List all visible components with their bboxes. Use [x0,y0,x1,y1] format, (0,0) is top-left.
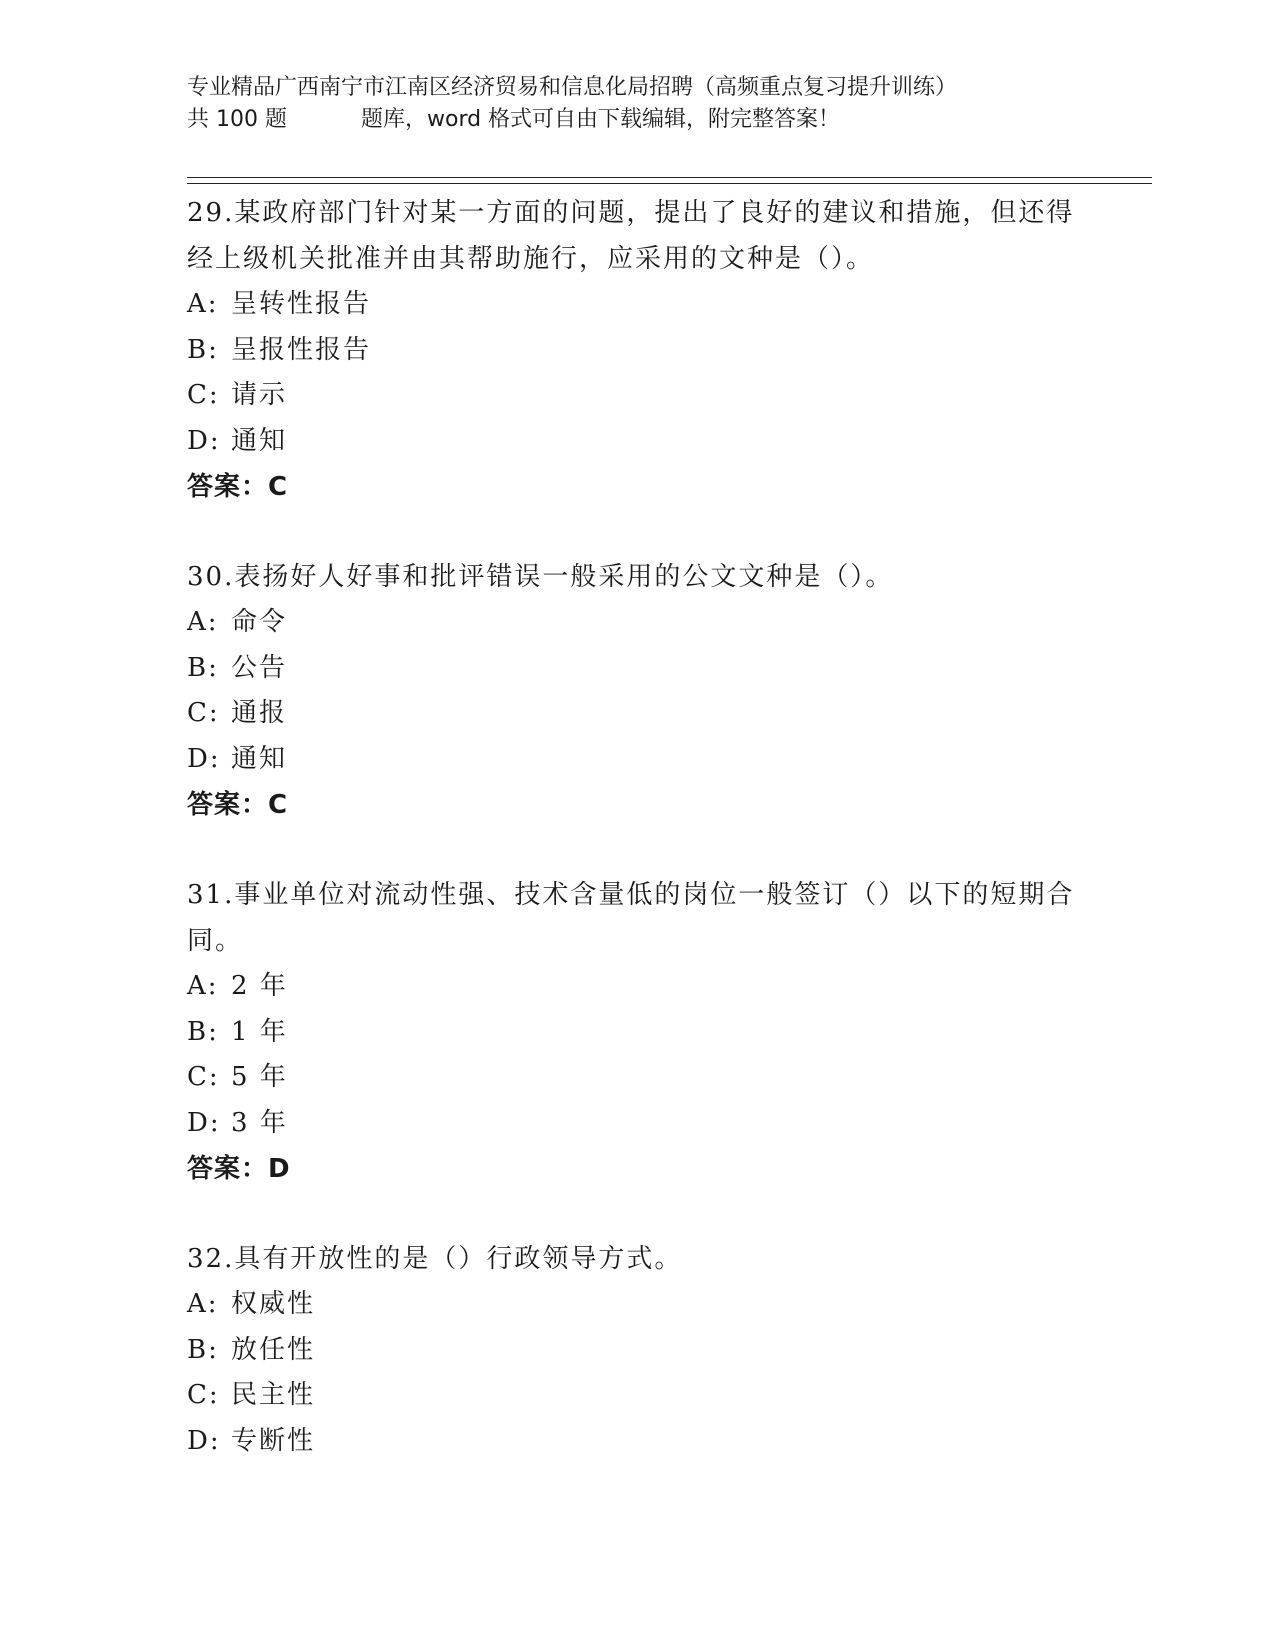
header-subtitle [187,104,1137,136]
option-d [187,1101,1087,1147]
option-text: 民主性 [231,1380,316,1410]
option-b [187,646,1087,692]
option-b [187,1328,1087,1374]
option-text: 权威性 [231,1289,316,1319]
option-key: A: [187,1289,219,1319]
option-text: 5 年 [231,1062,288,1092]
question-item [187,872,1087,1192]
option-key: C: [187,698,220,728]
option-b [187,1010,1087,1056]
option-b [187,328,1087,374]
answer-line: 答案：D [187,1154,291,1184]
option-key: D: [187,1107,221,1138]
header-count: 共 100 题 [187,107,287,132]
header-description: 题库，word 格式可自由下载编辑，附完整答案！ [360,107,841,132]
option-text: 命令 [231,607,288,637]
question-stem: 29.某政府部门针对某一方面的问题，提出了良好的建议和措施，但还得经上级机关批准并由其帮助施行，应采用的文种是（）。 [187,198,1075,274]
option-key: D: [187,1425,221,1456]
option-text: 呈报性报告 [231,334,372,365]
document-header [187,72,1137,136]
header-divider-bottom [187,183,1152,184]
header-title: 专业精品广西南宁市江南区经济贸易和信息化局招聘（高频重点复习提升训练） [187,75,958,100]
question-stem: 31.事业单位对流动性强、技术含量低的岗位一般签订（）以下的短期合同。 [187,880,1075,956]
option-text: 1 年 [231,1016,288,1047]
option-c [187,691,1087,737]
option-key: B: [187,1334,219,1365]
question-item [187,190,1087,510]
option-text: 专断性 [231,1425,316,1456]
option-d [187,419,1087,465]
option-key: C: [187,1062,220,1092]
option-text: 放任性 [231,1334,316,1365]
option-a [187,600,1087,646]
option-key: C: [187,380,220,410]
option-text: 通知 [231,743,288,774]
option-text: 公告 [231,652,288,683]
option-key: B: [187,652,219,683]
header-divider-top [187,177,1152,178]
option-key: A: [187,607,219,637]
option-key: A: [187,971,219,1001]
option-d [187,1419,1087,1465]
option-key: C: [187,1380,220,1410]
option-a [187,964,1087,1010]
option-c [187,1055,1087,1101]
question-item [187,1236,1087,1464]
option-a [187,1282,1087,1328]
option-text: 通知 [231,425,288,456]
option-text: 3 年 [231,1107,288,1138]
option-key: D: [187,743,221,774]
answer-line: 答案：C [187,790,289,820]
option-text: 通报 [231,698,288,728]
question-list [187,190,1087,1508]
question-item [187,554,1087,828]
option-c [187,1373,1087,1419]
option-text: 呈转性报告 [231,289,372,319]
option-a [187,282,1087,328]
option-key: A: [187,289,219,319]
question-stem: 32.具有开放性的是（）行政领导方式。 [187,1244,683,1274]
answer-line: 答案：C [187,472,289,502]
option-text: 请示 [231,380,288,410]
option-key: D: [187,425,221,456]
option-c [187,373,1087,419]
option-text: 2 年 [231,971,288,1001]
question-stem: 30.表扬好人好事和批评错误一般采用的公文文种是（）。 [187,562,894,592]
option-key: B: [187,1016,219,1047]
option-d [187,737,1087,783]
option-key: B: [187,334,219,365]
